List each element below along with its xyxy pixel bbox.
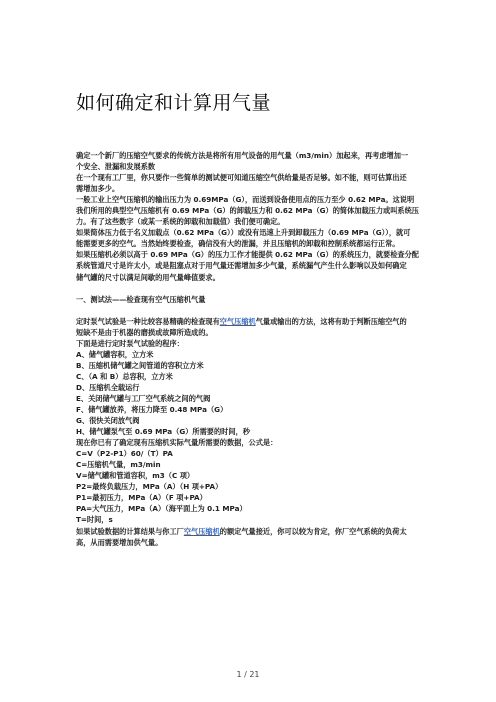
paragraph-3-line-2: 我们所用的典型空气压缩机有 0.69 MPa（G）的卸载压力和 0.62 MPa（G）的简体加载压力或叫系统压 — [76, 206, 419, 216]
step-d: D、压缩机全载运行 — [76, 382, 140, 392]
formula-intro: 现在你已有了确定现有压缩机实际气量所需要的数据，公式是： — [76, 438, 278, 448]
paragraph-5-line-1: 如果压缩机必须以高于 0.69 MPa（G）的压力工作才能提供 0.62 MPa（G）的系统压力，就要检查分配 — [76, 250, 419, 260]
closing-line-1 — [76, 526, 424, 537]
definition-t: T=时间，s — [76, 515, 113, 525]
step-f: F、储气罐放养，将压力降至 0.48 MPa（G） — [76, 404, 228, 414]
paragraph-3-line-3: 力。有了这些数字（或某一系统的卸载和加载值）我们便可确定。 — [76, 217, 285, 227]
step-b: B、压缩机储气罐之间管道的容积立方米 — [76, 360, 204, 370]
text-run: 定时泵气试验是一种比较容易精确的检查现有 — [76, 316, 220, 326]
text-run: 如果试验数据的计算结果与你工厂 — [76, 526, 184, 536]
section-heading: 一、测试法——检查现有空气压缩机气量 — [76, 294, 206, 304]
document-body — [76, 150, 424, 548]
paragraph-3-line-1: 一般工业上空气压缩机的输出压力为 0.69MPa（G），而送到设备使用点的压力至少 0.62 MPa。这说明 — [76, 195, 415, 205]
compressor-link[interactable]: 空气压缩机 — [219, 316, 256, 326]
section-intro-line-1 — [76, 316, 424, 327]
formula: C=V（P2-P1）60/（T）PA — [76, 449, 173, 459]
definition-v: V=储气罐和管道容积，m3（C 项） — [76, 471, 195, 481]
paragraph-4-line-1: 如果简体压力低于名义加载点（0.62 MPa（G））或没有迅速上升到卸载压力（0.69 MPa（G）），就可 — [76, 228, 411, 238]
definition-p2: P2=最终负载压力，MPa（A）（H 项+PA） — [76, 482, 223, 492]
definition-p1: P1=最初压力，MPa（A）（F 项+PA） — [76, 493, 207, 503]
text-run: 的额定气量接近，你可以较为肯定，你厂空气系统的负荷太 — [219, 526, 407, 536]
steps-intro: 下面是进行定时泵气试验的程序： — [76, 338, 184, 348]
step-e: E、关闭储气罐与工厂空气系统之间的气阀 — [76, 393, 211, 403]
section-intro-line-2: 短缺不是由于机器的磨损或故障所造成的。 — [76, 327, 213, 337]
document-title: 如何确定和计算用气量 — [76, 92, 272, 114]
paragraph-2-line-2: 需增加多少。 — [76, 184, 120, 194]
spacer — [76, 305, 424, 316]
paragraph-5-line-2: 系统管道尺寸是许太小，或是阻塞点对于用气量还需增加多少气量，系统漏气产生什么影响以及如何确定 — [76, 261, 407, 271]
step-c: C、（A 和 B）总容积，立方米 — [76, 371, 173, 381]
step-g: G、很快关闭放气阀 — [76, 416, 140, 426]
paragraph-1-line-1: 确定一个新厂的压缩空气要求的传统方法是将所有用气设备的用气量（m3/min）加起来，再考虑增加一 — [76, 151, 409, 160]
closing-line-2: 高，从而需要增加供气量。 — [76, 537, 163, 547]
paragraph-1-line-2: 个安全、泄漏和发展系数 — [76, 162, 156, 172]
page-number: 1 / 21 — [236, 670, 260, 679]
step-a: A、储气罐容积，立方米 — [76, 349, 154, 359]
paragraph-5-line-3: 储气罐的尺寸以满足间歇的用气量峰值要求。 — [76, 272, 220, 282]
text-run: 气量或输出的方法，这将有助于判断压缩空气的 — [255, 316, 407, 326]
paragraph-4-line-2: 能需要更多的空气。当然始终要检查，确信没有大的泄漏，并且压缩机的卸载和控制系统都运行正常。 — [76, 239, 400, 249]
step-h: H、储气罐泵气至 0.69 MPa（G）所需要的时间，秒 — [76, 427, 250, 437]
definition-c: C=压缩机气量，m3/min — [76, 460, 161, 470]
spacer — [76, 283, 424, 294]
definition-pa: PA=大气压力，MPa（A）（海平面上为 0.1 MPa） — [76, 504, 247, 514]
compressor-link[interactable]: 空气压缩机 — [183, 526, 220, 536]
paragraph-2-line-1: 在一个现有工厂里，你只要作一些简单的测试便可知道压缩空气供给量是否足够。如不能，则可估算出还 — [76, 173, 407, 183]
